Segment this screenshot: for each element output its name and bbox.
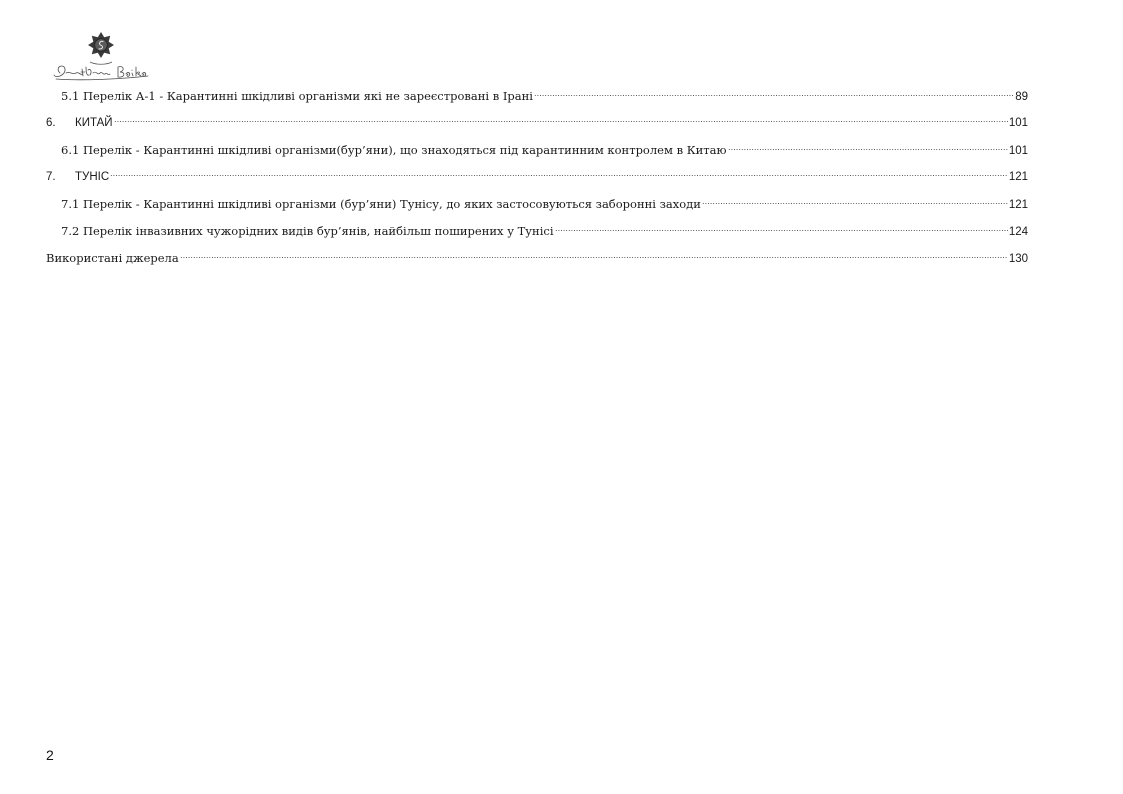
toc-entry-title: КИТАЙ xyxy=(75,117,113,129)
dot-leader xyxy=(702,199,1008,205)
dot-leader xyxy=(534,91,1014,97)
toc-entry-page: 89 xyxy=(1015,91,1028,103)
ornamental-star-icon xyxy=(52,29,154,85)
toc-entry-title: 5.1 Перелік А-1 - Карантинні шкідливі організми які не зареєстровані в Ірані xyxy=(61,89,533,103)
toc-entry-page: 101 xyxy=(1008,117,1028,129)
dot-leader xyxy=(110,171,1008,177)
toc-entry-title: Використані джерела xyxy=(46,251,179,265)
toc-entry-number: 7. xyxy=(46,171,56,183)
dot-leader xyxy=(555,226,1008,232)
dot-leader xyxy=(728,145,1008,151)
toc-entry[interactable] xyxy=(46,115,1028,142)
toc-entry[interactable] xyxy=(46,250,1028,277)
toc-entry-page: 121 xyxy=(1008,171,1028,183)
dot-leader xyxy=(180,253,1008,259)
toc-entry-page: 101 xyxy=(1008,145,1028,157)
page-number: 2 xyxy=(46,747,54,763)
toc-entry[interactable] xyxy=(46,223,1028,250)
toc-entry-page: 124 xyxy=(1008,226,1028,238)
toc-entry-number: 6. xyxy=(46,117,56,129)
toc-entry[interactable] xyxy=(46,88,1028,115)
toc-entry-page: 130 xyxy=(1008,253,1028,265)
author-logo xyxy=(52,29,154,85)
toc-entry[interactable] xyxy=(46,196,1028,223)
toc-entry[interactable] xyxy=(46,142,1028,169)
dot-leader xyxy=(114,117,1008,123)
table-of-contents xyxy=(46,88,1028,277)
toc-entry-title: 6.1 Перелік - Карантинні шкідливі організми(бур’яни), що знаходяться під карантинним контролем в Китаю xyxy=(61,143,727,157)
toc-entry-title: 7.2 Перелік інвазивних чужорідних видів бур’янів, найбільш поширених у Тунісі xyxy=(61,224,554,238)
toc-entry-title: 7.1 Перелік - Карантинні шкідливі організми (бур’яни) Тунісу, до яких застосовуються заборонні заходи xyxy=(61,197,701,211)
toc-entry-page: 121 xyxy=(1008,199,1028,211)
toc-entry-title: ТУНІС xyxy=(75,171,110,183)
toc-entry[interactable] xyxy=(46,169,1028,196)
